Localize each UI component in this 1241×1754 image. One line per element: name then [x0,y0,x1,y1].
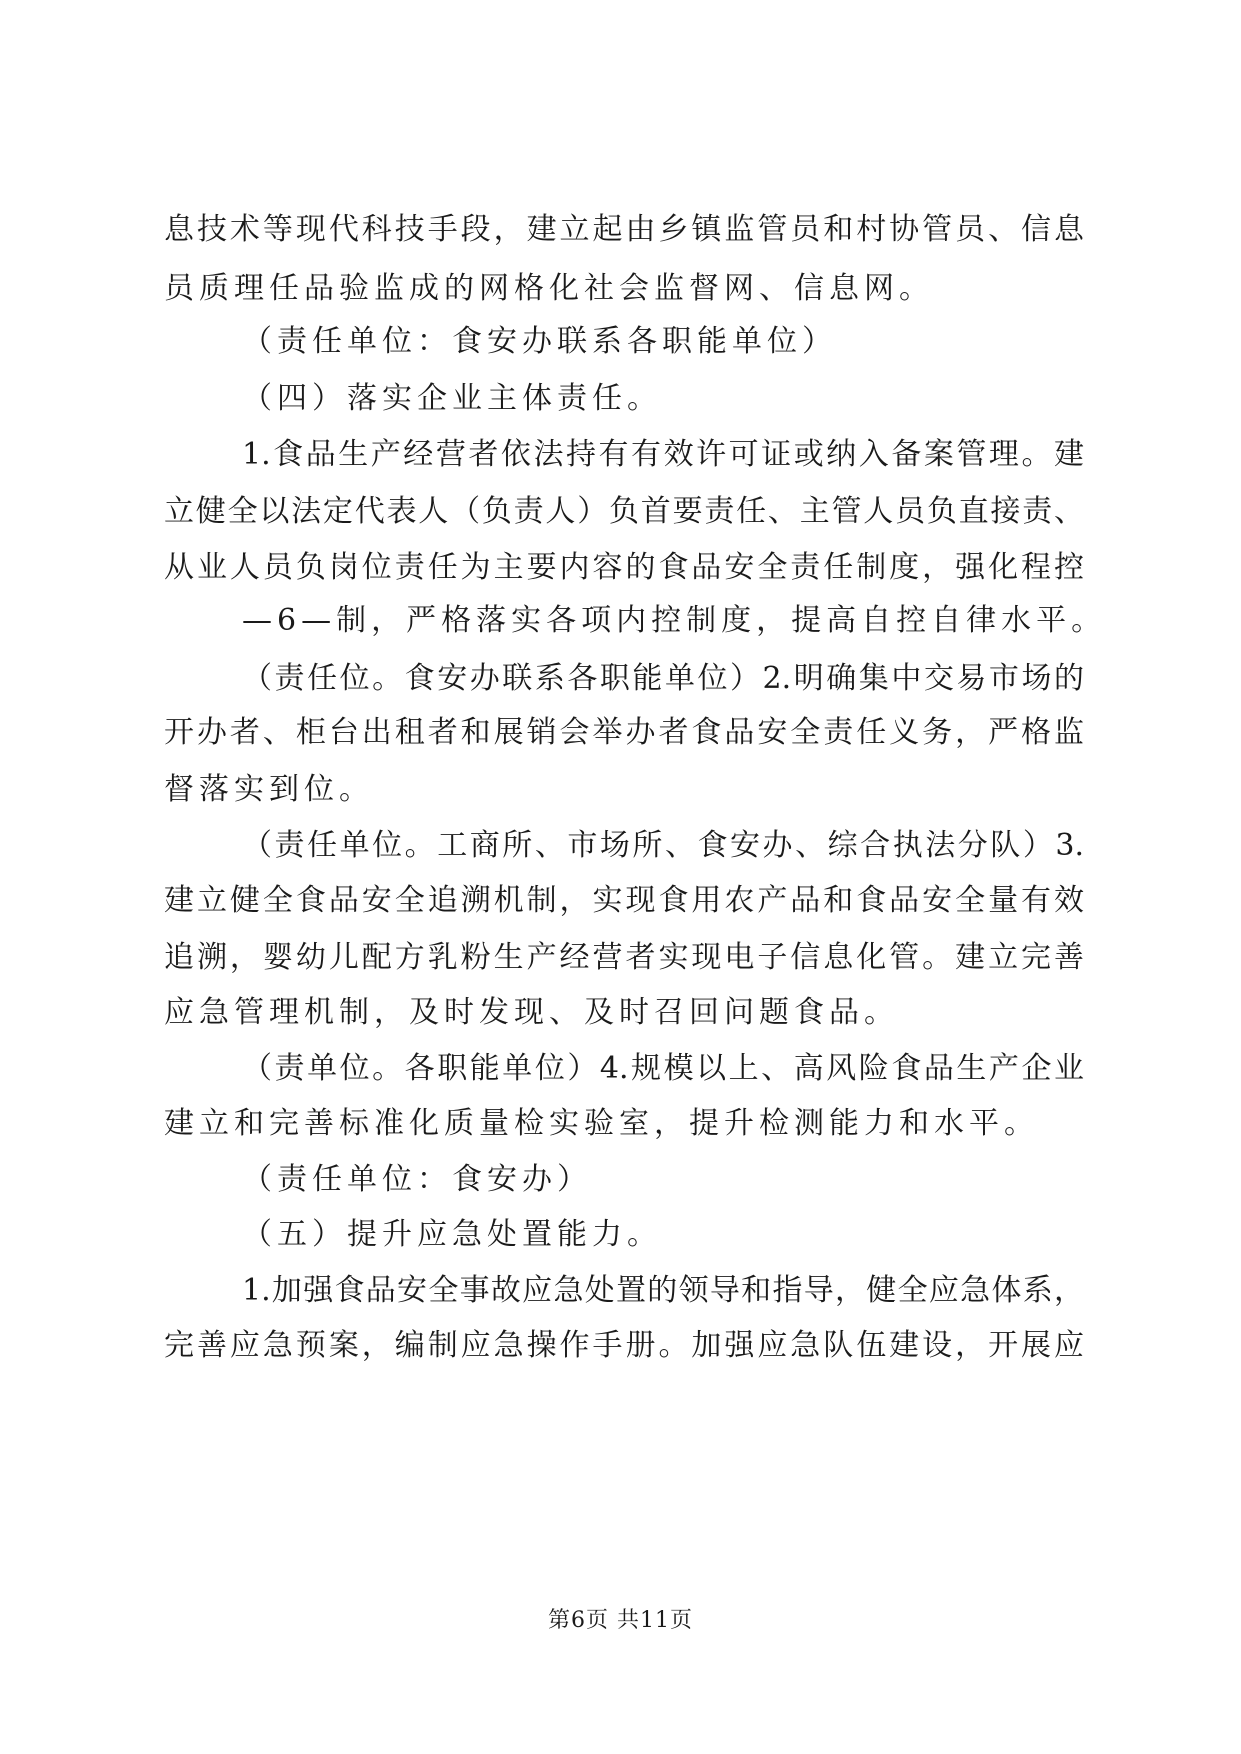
body-line-20: 1.加强食品安全事故应急处置的领导和指导，健全应急体系， [242,1273,1084,1308]
body-line-9: （责任位。食安办联系各职能单位）2.明确集中交易市场的 [242,661,1084,696]
body-line-15: 应急管理机制，及时发现、及时召回问题食品。 [164,995,899,1030]
body-line-6: 立健全以法定代表人（负责人）负首要责任、主管人员负直接责、 [164,494,1084,529]
body-line-16: （责单位。各职能单位）4.规模以上、高风险食品生产企业 [242,1051,1084,1086]
body-line-5: 1.食品生产经营者依法持有有效许可证或纳入备案管理。建 [242,437,1084,472]
body-line-21: 完善应急预案，编制应急操作手册。加强应急队伍建设，开展应 [164,1328,1084,1363]
body-line-12: （责任单位。工商所、市场所、食安办、综合执法分队）3. [242,828,1084,863]
body-line-14: 追溯，婴幼儿配方乳粉生产经营者实现电子信息化管。建立完善 [164,940,1084,975]
responsibility-note: （责任单位：食安办联系各职能单位） [242,324,837,359]
body-line-7: 从业人员负岗位责任为主要内容的食品安全责任制度，强化程控 [164,550,1084,585]
section-heading-5: （五）提升应急处置能力。 [242,1217,662,1252]
body-line-8: —6—制，严格落实各项内控制度，提高自控自律水平。 [242,603,1107,638]
body-line-11: 督落实到位。 [164,772,374,807]
page-number-footer: 第6页 共11页 [548,1608,693,1633]
body-line-13: 建立健全食品安全追溯机制，实现食用农产品和食品安全量有效 [164,883,1084,918]
responsibility-note-2: （责任单位：食安办） [242,1162,592,1197]
body-line-17: 建立和完善标准化质量检实验室，提升检测能力和水平。 [164,1106,1039,1141]
section-heading-4: （四）落实企业主体责任。 [242,381,662,416]
body-line-1: 息技术等现代科技手段，建立起由乡镇监管员和村协管员、信息 [164,212,1084,247]
body-line-2: 员质理任品验监成的网格化社会监督网、信息网。 [164,271,934,306]
body-line-10: 开办者、柜台出租者和展销会举办者食品安全责任义务，严格监 [164,715,1084,750]
